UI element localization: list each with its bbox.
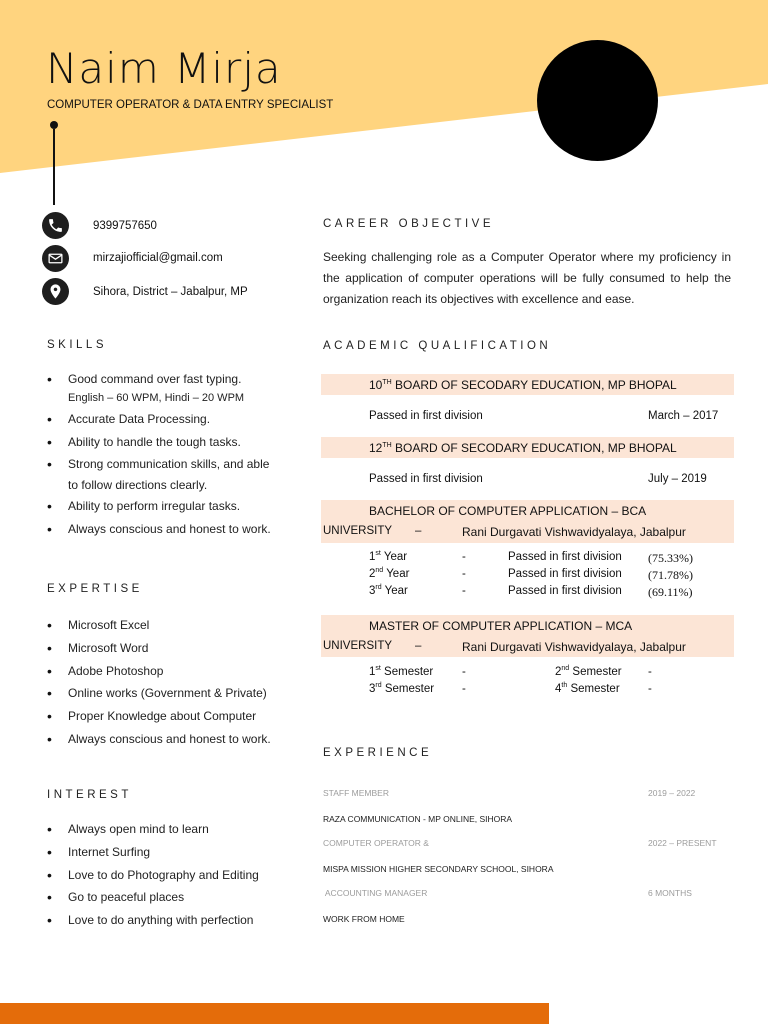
expertise-item: • Microsoft Word xyxy=(47,637,307,660)
mca-semester-2: 2nd Semester xyxy=(555,665,622,678)
interest-item: • Internet Surfing xyxy=(47,841,307,864)
experience-heading: EXPERIENCE xyxy=(323,747,433,759)
career-objective-heading: CAREER OBJECTIVE xyxy=(323,218,495,230)
skill-item: • Accurate Data Processing. xyxy=(47,408,307,431)
interest-item: • Love to do anything with perfection xyxy=(47,909,307,932)
bca-university-name: Rani Durgavati Vishwavidyalaya, Jabalpur xyxy=(462,525,686,539)
skill-item: • Ability to perform irregular tasks. xyxy=(47,495,307,518)
timeline-line xyxy=(53,129,55,205)
experience-role: COMPUTER OPERATOR & xyxy=(323,838,429,848)
experience-organization: RAZA COMMUNICATION - MP ONLINE, SIHORA xyxy=(323,814,513,824)
skill-item: • Strong communication skills, and able to follow directions clearly. xyxy=(47,453,307,495)
mca-semester-3: 3rd Semester xyxy=(369,682,435,695)
experience-period: 2022 – PRESENT xyxy=(648,838,717,848)
skills-heading: SKILLS xyxy=(47,339,107,351)
twelfth-result: Passed in first division xyxy=(369,473,483,485)
interest-heading: INTEREST xyxy=(47,789,132,801)
mca-title: MASTER OF COMPUTER APPLICATION – MCA xyxy=(369,619,633,633)
expertise-item: • Online works (Government & Private) xyxy=(47,682,307,705)
email-icon xyxy=(42,245,69,272)
career-objective-text: Seeking challenging role as a Computer Operator where my proficiency in the application of computer operations will be fully consumed to help the organization reach its objectives with excellence and ease. xyxy=(323,250,731,306)
bca-year-3: 3rd Year xyxy=(369,584,408,597)
bca-year-3-result: Passed in first division xyxy=(508,585,622,597)
job-title: COMPUTER OPERATOR & DATA ENTRY SPECIALIST xyxy=(47,99,334,111)
tenth-date: March – 2017 xyxy=(648,410,719,422)
mca-university-dash: – xyxy=(415,640,422,652)
expertise-heading: EXPERTISE xyxy=(47,583,143,595)
experience-period: 6 MONTHS xyxy=(648,888,692,898)
bca-year-2: 2nd Year xyxy=(369,567,410,580)
bca-title: BACHELOR OF COMPUTER APPLICATION – BCA xyxy=(369,504,647,518)
twelfth-date: July – 2019 xyxy=(648,473,707,485)
mca-semester-4: 4th Semester xyxy=(555,682,620,695)
skill-item: • Always conscious and honest to work. xyxy=(47,518,307,541)
expertise-list xyxy=(47,614,307,751)
experience-organization: MISPA MISSION HIGHER SECONDARY SCHOOL, SIHORA xyxy=(323,864,554,874)
mca-semester-4-dash: - xyxy=(648,683,652,695)
interest-item: • Love to do Photography and Editing xyxy=(47,864,307,887)
mca-university-name: Rani Durgavati Vishwavidyalaya, Jabalpur xyxy=(462,640,686,654)
mca-semester-3-dash: - xyxy=(462,683,466,695)
expertise-item: • Adobe Photoshop xyxy=(47,660,307,683)
interest-item: • Always open mind to learn xyxy=(47,818,307,841)
interest-list xyxy=(47,818,307,932)
tenth-result: Passed in first division xyxy=(369,410,483,422)
expertise-item: • Proper Knowledge about Computer xyxy=(47,705,307,728)
location-pin-icon xyxy=(42,278,69,305)
phone-number: 9399757650 xyxy=(93,220,157,232)
bca-year-3-dash: - xyxy=(462,585,466,597)
footer-bar xyxy=(0,1003,549,1024)
twelfth-title: 12TH BOARD OF SECODARY EDUCATION, MP BHOPAL xyxy=(369,441,677,455)
bca-year-1-dash: - xyxy=(462,551,466,563)
bca-year-2-result: Passed in first division xyxy=(508,568,622,580)
experience-role: STAFF MEMBER xyxy=(323,788,389,798)
skills-list xyxy=(47,368,307,541)
expertise-item: • Microsoft Excel xyxy=(47,614,307,637)
profile-photo xyxy=(537,40,658,161)
experience-organization: WORK FROM HOME xyxy=(323,914,405,924)
email-address: mirzajiofficial@gmail.com xyxy=(93,252,223,264)
experience-period: 2019 – 2022 xyxy=(648,788,696,798)
bca-university-label: UNIVERSITY xyxy=(323,525,393,537)
bca-university-dash: – xyxy=(415,525,422,537)
bca-year-2-percent: (71.78%) xyxy=(648,568,693,582)
mca-semester-1-dash: - xyxy=(462,666,466,678)
bca-year-1-result: Passed in first division xyxy=(508,551,622,563)
candidate-name: Naim Mirja xyxy=(46,44,282,93)
bca-year-3-percent: (69.11%) xyxy=(648,585,693,599)
skill-item: • Good command over fast typing. English – 60 WPM, Hindi – 20 WPM xyxy=(47,368,307,408)
bca-year-2-dash: - xyxy=(462,568,466,580)
academic-heading: ACADEMIC QUALIFICATION xyxy=(323,340,552,352)
timeline-dot xyxy=(50,121,58,129)
tenth-title: 10TH BOARD OF SECODARY EDUCATION, MP BHOPAL xyxy=(369,378,677,392)
bca-year-1: 1st Year xyxy=(369,550,408,563)
home-address: Sihora, District – Jabalpur, MP xyxy=(93,286,248,298)
phone-icon xyxy=(42,212,69,239)
experience-role: ACCOUNTING MANAGER xyxy=(323,888,428,898)
expertise-item: • Always conscious and honest to work. xyxy=(47,728,307,751)
mca-semester-1: 1st Semester xyxy=(369,665,434,678)
interest-item: • Go to peaceful places xyxy=(47,886,307,909)
skill-item: • Ability to handle the tough tasks. xyxy=(47,431,307,454)
mca-semester-2-dash: - xyxy=(648,666,652,678)
mca-university-label: UNIVERSITY xyxy=(323,640,393,652)
bca-year-1-percent: (75.33%) xyxy=(648,551,693,565)
